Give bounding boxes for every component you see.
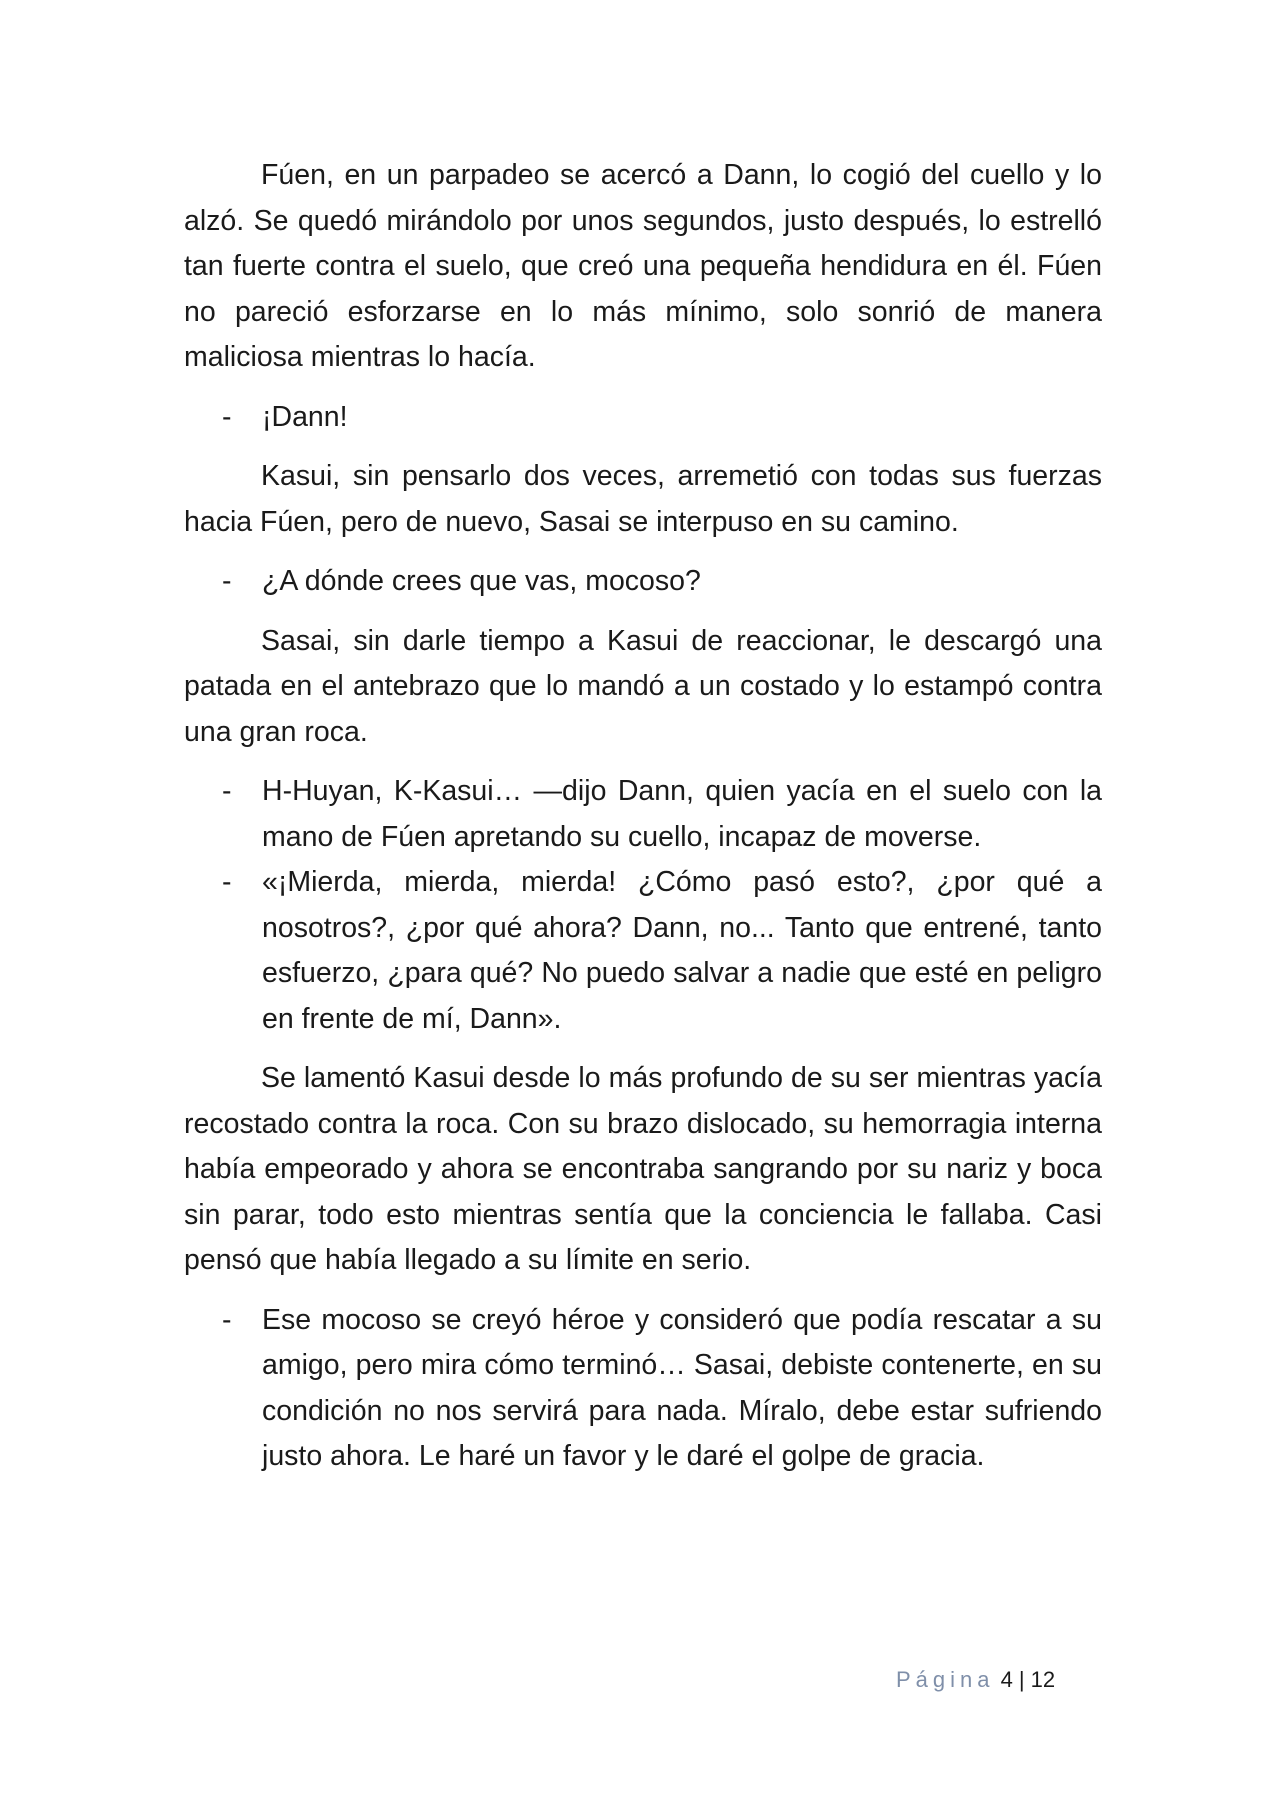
paragraph-3: Sasai, sin darle tiempo a Kasui de reaccionar, le descargó una patada en el antebrazo que lo mandó a un costado y lo estampó contra una gran roca. <box>184 624 1102 748</box>
dialogue-line-3 <box>184 769 1102 860</box>
paragraph-4: Se lamentó Kasui desde lo más profundo de su ser mientras yacía recostado contra la roca. Con su brazo dislocado, su hemorragia interna había empeorado y ahora se encontraba sangrando por su nariz y boca sin parar, todo esto mientras sentía que la conciencia le fallaba. Casi pensó que había llegado a su límite en serio. <box>184 1062 1102 1276</box>
dialogue-dash: - <box>222 1303 232 1336</box>
paragraph-1: Fúen, en un parpadeo se acercó a Dann, lo cogió del cuello y lo alzó. Se quedó mirándolo por unos segundos, justo después, lo estrelló tan fuerte contra el suelo, que creó una pequeña hendidura en él. Fúen no pareció esforzarse en lo más mínimo, solo sonrió de manera maliciosa mientras lo hacía. <box>184 159 1102 373</box>
dialogue-line-5 <box>184 1298 1102 1480</box>
dialogue-text: «¡Mierda, mierda, mierda! ¿Cómo pasó esto?, ¿por qué a nosotros?, ¿por qué ahora? Dann, no... Tanto que entrené, tanto esfuerzo, ¿para qué? No puedo salvar a nadie que esté en peligro en frente de mí, Dann». <box>262 866 1102 1035</box>
page-body <box>184 153 1102 1494</box>
dialogue-line-4 <box>184 860 1102 1042</box>
dialogue-text: ¿A dónde crees que vas, mocoso? <box>262 565 701 597</box>
dialogue-dash: - <box>222 400 232 433</box>
dialogue-line-2 <box>184 559 1102 605</box>
dialogue-dash: - <box>222 775 232 807</box>
page-label: Página <box>896 1667 995 1692</box>
dialogue-text: ¡Dann! <box>262 400 348 433</box>
paragraph-2: Kasui, sin pensarlo dos veces, arremetió con todas sus fuerzas hacia Fúen, pero de nuevo, Sasai se interpuso en su camino. <box>184 460 1102 538</box>
page-footer <box>896 1666 1055 1694</box>
page-number-separator: | <box>1018 1667 1025 1692</box>
dialogue-text: H-Huyan, K-Kasui… —dijo Dann, quien yacía en el suelo con la mano de Fúen apretando su cuello, incapaz de moverse. <box>262 775 1102 853</box>
page-number-current: 4 <box>1000 1667 1013 1692</box>
dialogue-text: Ese mocoso se creyó héroe y consideró que podía rescatar a su amigo, pero mira cómo terminó… Sasai, debiste contenerte, en su condición no nos servirá para nada. Míralo, debe estar sufriendo justo ahora. Le haré un favor y le daré el golpe de gracia. <box>262 1303 1102 1472</box>
dialogue-dash: - <box>222 866 232 898</box>
page-number-total: 12 <box>1030 1667 1056 1692</box>
dialogue-line-1 <box>184 395 1102 441</box>
dialogue-dash: - <box>222 565 232 597</box>
